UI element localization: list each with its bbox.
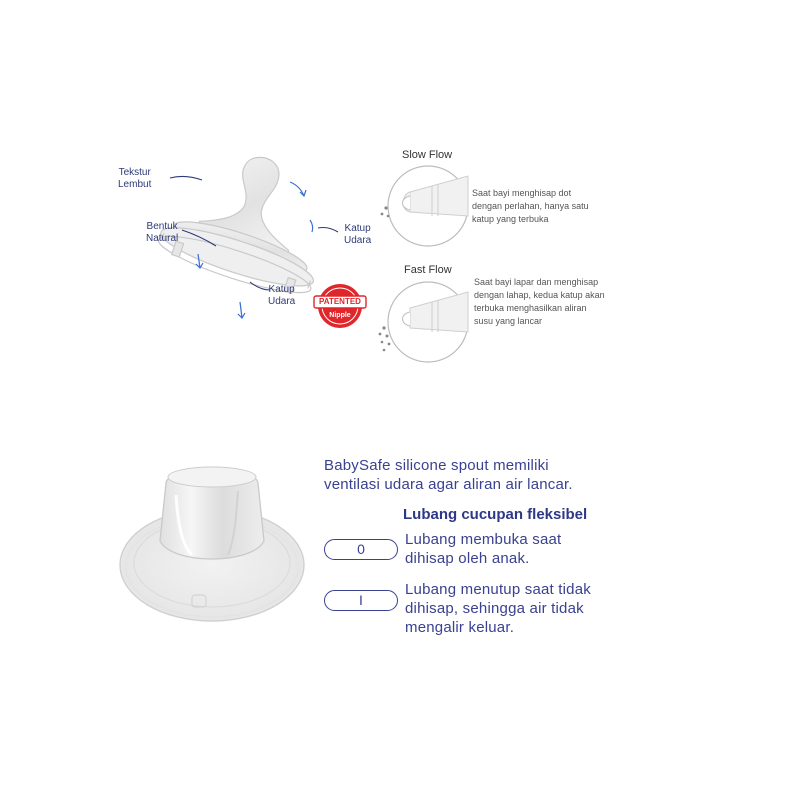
silicone-spout-icon [112, 455, 312, 635]
fast-flow-valve-icon [378, 276, 470, 368]
badge-bottom-text: Nipple [329, 312, 351, 319]
label-line: Katup [344, 223, 371, 234]
closed-hole-description [405, 580, 591, 637]
slow-flow-title: Slow Flow [402, 149, 453, 161]
arrow-air-valve-right [318, 228, 338, 233]
label-air-valve-bottom [268, 284, 295, 308]
description-line: Saat bayi lapar dan menghisap [474, 277, 599, 287]
description-line: Lubang membuka saat [405, 531, 562, 548]
badge-top-text: PATENTED [319, 297, 361, 306]
label-natural-shape [146, 221, 178, 245]
arrow-soft-texture [170, 176, 202, 180]
description-line: dihisap, sehingga air tidak [405, 600, 584, 617]
info-heading: Lubang cucupan fleksibel [403, 506, 588, 523]
description-line: dengan lahap, kedua katup akan [474, 290, 605, 300]
fast-flow-figure [378, 276, 470, 368]
slow-flow-description [472, 187, 642, 226]
label-line: Udara [268, 296, 296, 307]
intro-line: BabySafe silicone spout memiliki [324, 457, 549, 474]
label-line: Natural [146, 233, 179, 244]
description-line: susu yang lancar [474, 316, 543, 326]
label-line: Katup [268, 284, 295, 295]
info-intro [324, 456, 573, 494]
description-line: dihisap oleh anak. [405, 550, 530, 567]
label-line: Lembut [118, 179, 152, 190]
patented-badge [312, 278, 368, 334]
label-air-valve-right [344, 223, 371, 247]
closed-hole-symbol [324, 590, 398, 611]
description-line: terbuka menghasilkan aliran [474, 303, 587, 313]
open-hole-symbol [324, 539, 398, 560]
label-soft-texture [118, 167, 151, 191]
open-hole-description [405, 530, 561, 568]
label-line: Bentuk [146, 221, 178, 232]
fast-flow-description [474, 276, 644, 328]
label-line: Tekstur [118, 167, 151, 178]
label-line: Udara [344, 235, 372, 246]
description-line: dengan perlahan, hanya satu [472, 201, 589, 211]
description-line: katup yang terbuka [472, 214, 549, 224]
slow-flow-valve-icon [380, 162, 470, 252]
fast-flow-title: Fast Flow [404, 264, 452, 276]
intro-line: ventilasi udara agar aliran air lancar. [324, 476, 573, 493]
description-line: Saat bayi menghisap dot [472, 188, 572, 198]
description-line: mengalir keluar. [405, 619, 515, 636]
description-line: Lubang menutup saat tidak [405, 581, 591, 598]
symbol-text: 0 [357, 541, 365, 557]
slow-flow-figure [380, 162, 470, 252]
symbol-text: I [359, 592, 363, 608]
silicone-spout-image [112, 455, 312, 635]
